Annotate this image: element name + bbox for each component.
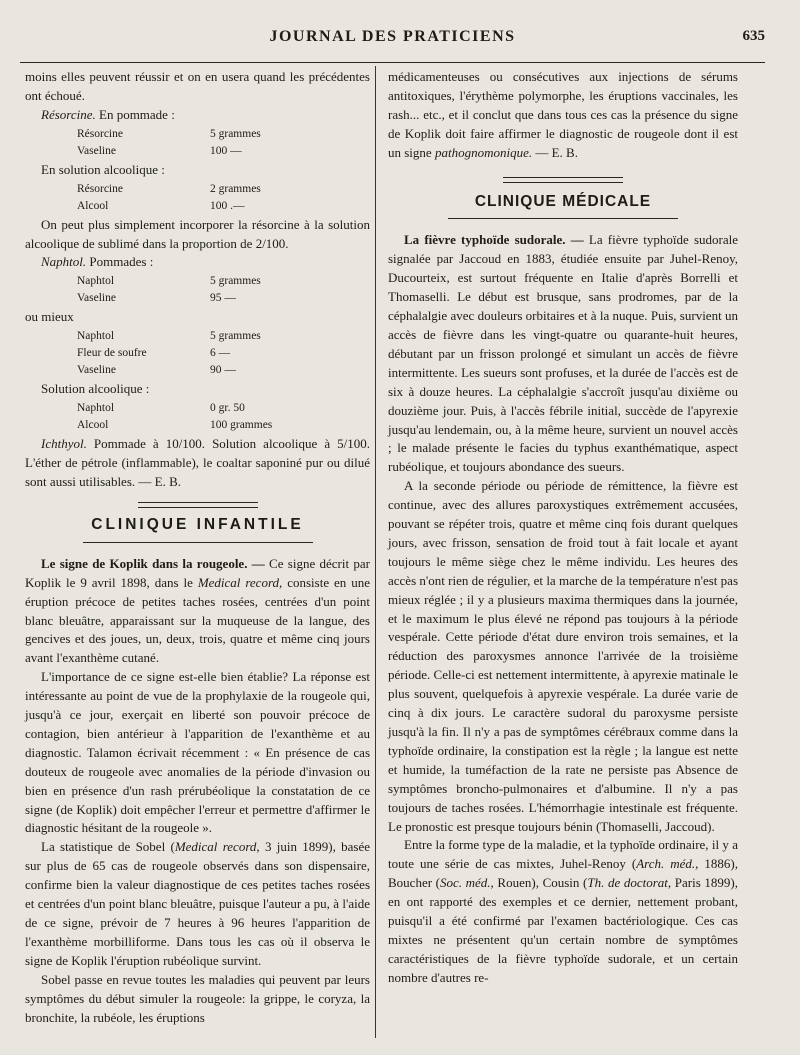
section-rule <box>83 542 313 543</box>
ingredient: Naphtol <box>77 402 115 415</box>
formula-row <box>25 126 370 143</box>
quantity: 100 .— <box>210 199 245 212</box>
text: Ce signe décrit par Koplik le 9 avril 1898, dans le <box>25 555 370 590</box>
formula-row <box>25 273 370 290</box>
text: Pommade à 10/100. Solution alcoolique à 5/100. L'éther de pétrole (inflammable), le coaltar saponiné pur ou dilué sont aussi utilisables. — E. B. <box>25 436 370 489</box>
paragraph <box>25 253 370 272</box>
text: En pommade : <box>95 106 175 122</box>
formula-naphtol-1 <box>25 273 370 307</box>
section-title: CLINIQUE MÉDICALE <box>474 192 652 210</box>
quantity: 95 — <box>210 292 236 305</box>
formula-row <box>25 417 370 434</box>
page-number: 635 <box>742 28 765 44</box>
column-divider <box>375 66 376 1038</box>
ingredient: Vaseline <box>77 144 116 157</box>
section-rule <box>448 218 678 219</box>
text: — E. B. <box>532 144 578 160</box>
quantity: 100 — <box>210 144 242 157</box>
citation: Arch. méd., <box>636 856 699 872</box>
ingredient: Vaseline <box>77 292 116 305</box>
text: Paris 1899), en ont rapporté des exemples et ce dernier, nettement probant, puisqu'il a été confirmé par l'examen bactériologique. Ces cas mixtes ne présentent qu'un certain nombre de symptômes caractéristiques de la fièvre typhoïde sudorale, et un certain nombre d'autres re- <box>388 875 738 985</box>
paragraph <box>25 435 370 492</box>
formula-naphtol-solution <box>25 400 370 434</box>
quantity: 100 grammes <box>210 419 273 432</box>
text: La statistique de Sobel ( <box>41 839 175 855</box>
text: 3 juin 1899), basée sur plus de 65 cas de rougeole observés dans son dispensaire, confirme bien la valeur diagnostique de ces petites taches rosées et centrées d'un point blanc bleuâtre, puisque l'auteur a pu, à l'aide de ce signe, prévoir de 7 heures à 96 heures l'apparition de l'exanthème morbilliforme. Dans tous les cas où il observa le signe de Koplik l'éruption rubéolique survint. <box>25 839 371 968</box>
text: médicamenteuses ou consécutives aux injections de sérums antitoxiques, l'érythème polymorphe, les éruptions vaccinales, les rash... etc., et il conclut que dans tous ces cas la présence du signe de Koplik doit faire affirmer le diagnostic de rougeole dont il est un signe <box>388 69 738 160</box>
paragraph: ou mieux <box>25 309 74 325</box>
formula-naphtol-2 <box>25 328 370 379</box>
quantity: 5 grammes <box>210 275 261 288</box>
article-title: La fièvre typhoïde sudorale. — <box>404 232 584 248</box>
quantity: 2 grammes <box>210 182 261 195</box>
paragraph <box>388 836 738 987</box>
paragraph: Sobel passe en revue toutes les maladies qui peuvent par leurs symptômes du début simuler la rougeole: la grippe, le coryza, la bronchite, la rubéole, les éruptions <box>25 971 370 1025</box>
citation: Th. de doctorat, <box>587 875 672 891</box>
ingredient: Alcool <box>77 419 109 432</box>
running-header <box>20 28 765 50</box>
text: La fièvre typhoïde sudorale signalée par Jaccoud en 1883, étudiée ensuite par Juhel-Renoy, Ducourteix, est surtout fréquente en Italie d'après Borrelli et Thomaselli. Le début est brusque, sans prodromes, par de la céphalalgie avec douleurs orbitaires et à la nuque. Puis, survient un accès de fièvre dans les vingt-quatre ou quarante-huit heures, débutant par un frisson prolongé et simulant un accès de fièvre intermittente. Les sueurs sont profuses, et la durée de l'accès est de six à douze heures. La céphalalgie s'accroît jusqu'au dixième ou douzième jour. Puis, à l'accès fébrile initial, succède de l'apyrexie jusqu'au lendemain, ou, à la même heure, survient un nouvel accès ; le malade présente le facies du typhus exanthématique, aspect rubéolique, et toujours abondance des sueurs. <box>388 232 738 475</box>
ingredient: Naphtol <box>77 275 115 288</box>
paragraph <box>388 68 738 163</box>
paragraph: L'importance de ce signe est-elle bien établie? La réponse est intéressante au point de vue de la prophylaxie de la rougeole qui, jusqu'à ce jour, exerçait en liberté son pouvoir précoce de contagion, bien antérieur à l'apparition de l'exanthème et au diagnostic. Talamon écrivait récemment : « En présence de cas douteux de rougeole avec anomalies de la période d'invasion ou bien en présence d'un rash prérubéolique la constatation de ce signe (de Koplik) doit empêcher l'erreur et permettre d'affirmer le diagnostic hésitant de la rougeole ». <box>25 669 370 836</box>
formula-resorcine-pommade <box>25 126 370 160</box>
section-heading-block <box>388 163 738 232</box>
right-column <box>388 68 738 988</box>
drug-name: Résorcine. <box>41 106 96 122</box>
ingredient: Naphtol <box>77 330 115 343</box>
ingredient: Résorcine <box>77 127 123 140</box>
emphasis: pathognomonique. <box>434 144 533 160</box>
paragraph: A la seconde période ou période de rémittence, la fièvre est continue, avec des allures paroxystiques extrêmement accusées, pouvant se répéter trois, quatre et même cinq fois durant quelques jours, avec frisson, sensation de froid tout à fait locale et ayant toujours le même siège chez le même individu. Les heures des accès n'ont rien de régulier, et la marche de la température n'est pas mieux réglée ; il y a plusieurs maxima thermiques dans la journée, et le maximum le plus élevé ne répond pas toujours à la période vespérale. Cette période d'état dure environ trois semaines, et la réduction des paroxysmes annonce l'arrivée de la troisième période. Celle-ci est nettement intermittente, à apyrexie matinale le plus souvent, quelquefois à apyrexie vespérale. La durée varie de cinq à dix jours. Le caractère sudoral du paroxysme persiste jusqu'à la fin. Il n'y a pas de symptômes cérébraux comme dans la typhoïde ordinaire, la constipation est la règle ; la langue est nette et humide, la tuméfaction de la rate ne persiste pas Absence de symptômes broncho-pulmonaires et d'albumine. Il n'y a pas toujours de taches rosées. L'hémorrhagie intestinale est fréquente. Le pronostic est presque toujours bénin (Thomaselli, Jaccoud). <box>388 478 738 834</box>
citation: Medical record, <box>174 839 260 855</box>
quantity: 90 — <box>210 364 236 377</box>
paragraph <box>25 555 370 668</box>
formula-row <box>25 345 370 362</box>
formula-row <box>25 362 370 379</box>
citation: Soc. méd., <box>440 875 494 891</box>
formula-row <box>25 400 370 417</box>
formula-row <box>25 198 370 215</box>
paragraph: On peut plus simplement incorporer la résorcine à la solution alcoolique de sublimé dans la proportion de 2/100. <box>25 216 370 251</box>
article-title: Le signe de Koplik dans la rougeole. — <box>41 555 265 571</box>
quantity: 6 — <box>210 347 231 360</box>
paragraph <box>25 106 370 125</box>
paragraph: Solution alcoolique : <box>41 381 150 397</box>
section-heading-block <box>25 492 370 555</box>
drug-name: Naphtol. <box>41 254 87 270</box>
drug-name: Ichthyol. <box>41 436 87 452</box>
text: Entre la forme type de la maladie, et la typhoïde ordinaire, il y a toute une série de cas mixtes, Juhel-Renoy ( <box>388 837 738 872</box>
formula-resorcine-solution <box>25 181 370 215</box>
left-column <box>25 68 370 1027</box>
section-title: CLINIQUE INFANTILE <box>91 515 304 533</box>
formula-row <box>25 328 370 345</box>
quantity: 5 grammes <box>210 127 261 140</box>
text: Pommades : <box>86 254 154 270</box>
formula-row <box>25 143 370 160</box>
text: Rouen), Cousin ( <box>493 875 588 891</box>
paragraph <box>388 231 738 477</box>
quantity: 5 grammes <box>210 330 261 343</box>
ingredient: Fleur de soufre <box>77 347 147 360</box>
formula-row <box>25 290 370 307</box>
ingredient: Résorcine <box>77 182 123 195</box>
quantity: 0 gr. 50 <box>210 402 245 415</box>
journal-title: JOURNAL DES PRATICIENS <box>269 28 516 45</box>
ingredient: Vaseline <box>77 364 116 377</box>
ingredient: Alcool <box>77 199 109 212</box>
citation: Medical record, <box>197 574 283 590</box>
paragraph: En solution alcoolique : <box>41 161 165 177</box>
paragraph <box>25 838 370 970</box>
header-rule <box>20 62 765 63</box>
text: 1886), Boucher ( <box>388 856 738 891</box>
text: consiste en une éruption précoce de petites taches rosées, centrées d'un point blanc bleuâtre, apparaissant sur la muqueuse de la langue, des gencives et des joues, un, deux, trois, quatre et même cinq jours avant l'exanthème cutané. <box>25 574 370 666</box>
paragraph: moins elles peuvent réussir et on en usera quand les précédentes ont échoué. <box>25 69 370 103</box>
formula-row <box>25 181 370 198</box>
